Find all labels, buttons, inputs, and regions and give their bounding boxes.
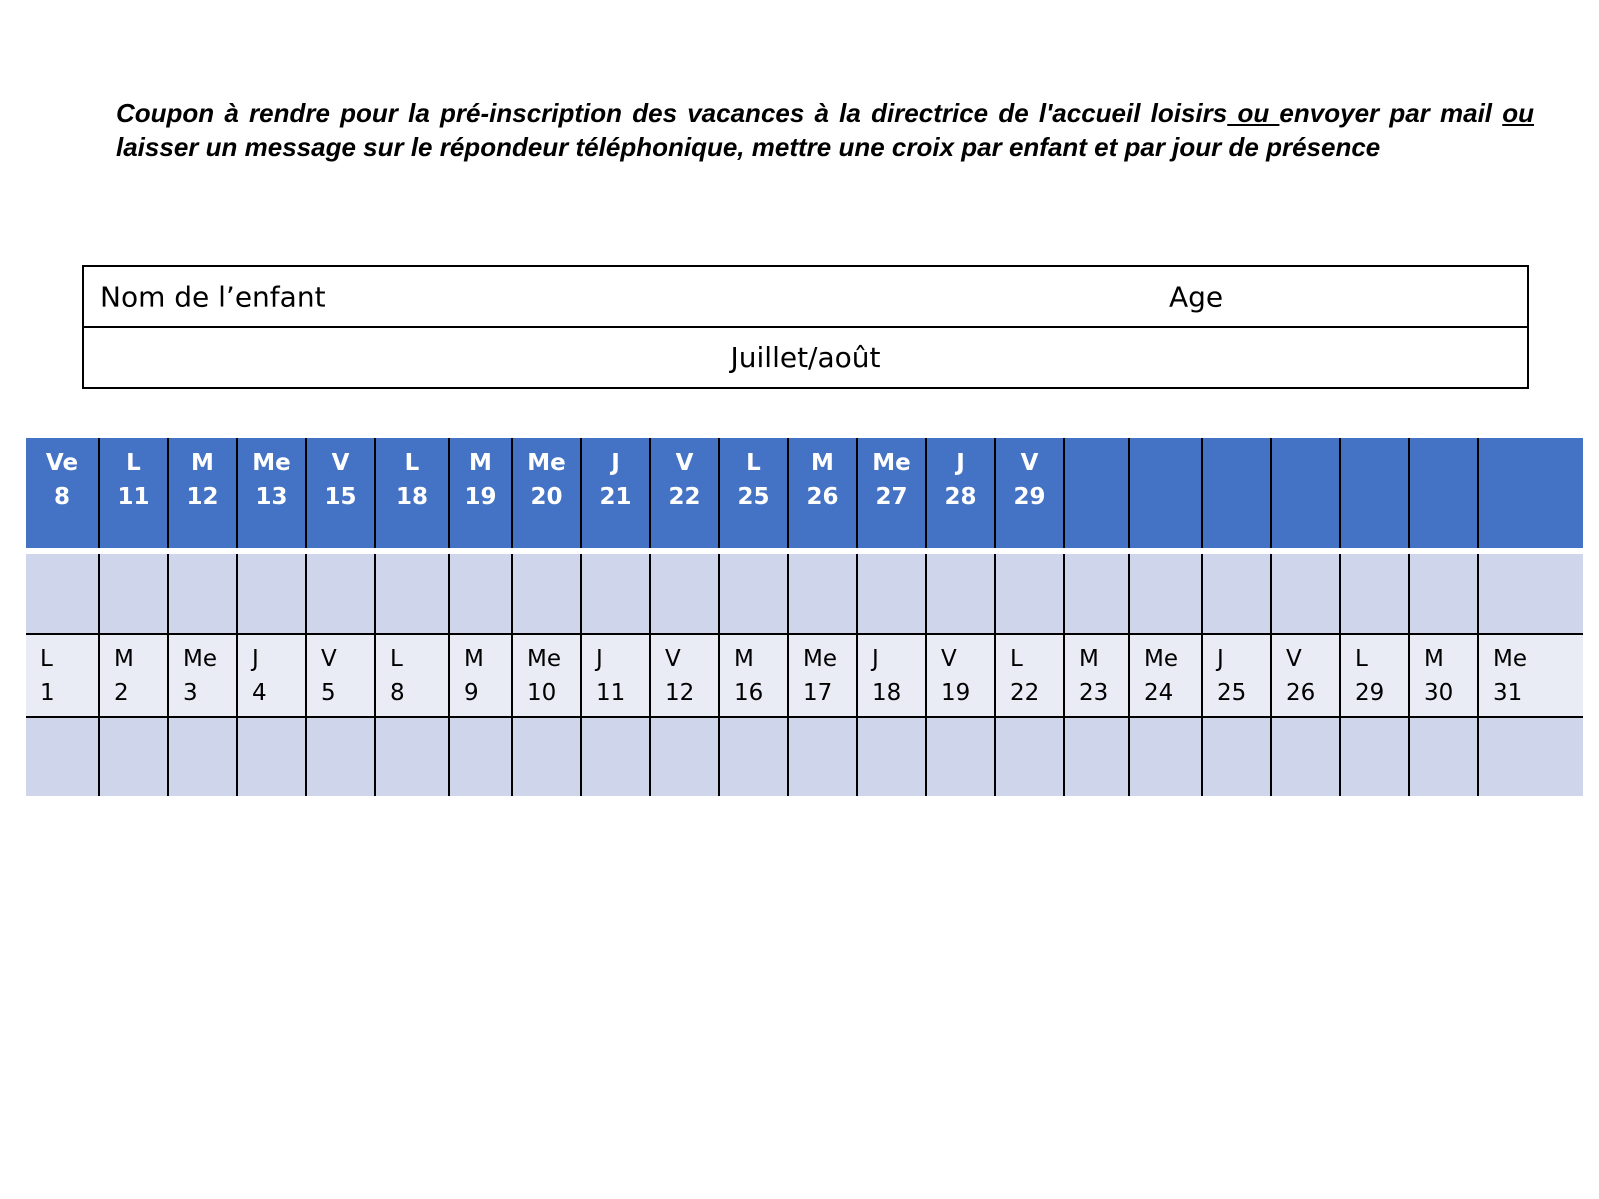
attendance-box-row2-cell[interactable] <box>925 718 994 796</box>
attendance-box-row2-cell[interactable] <box>718 718 787 796</box>
attendance-box-row1-cell[interactable] <box>1408 554 1477 633</box>
header-day-date-label: 25 <box>737 484 770 510</box>
attendance-box-row1-cell[interactable] <box>167 554 236 633</box>
header-day-cell <box>448 438 511 548</box>
child-name-age-cell[interactable] <box>83 266 1528 327</box>
second-day-day-label: J <box>1217 646 1224 672</box>
attendance-box-row1-cell[interactable] <box>98 554 167 633</box>
header-day-date-label: 21 <box>599 484 632 510</box>
second-day-cell <box>1408 635 1477 716</box>
second-day-day-label: L <box>1010 646 1023 672</box>
header-day-day-label: M <box>469 450 492 476</box>
instructions-part3: laisser un message sur le répondeur téléphonique, mettre une croix par enfant et par jour de présence <box>116 132 1381 162</box>
second-day-cell <box>925 635 994 716</box>
second-day-day-label: V <box>321 646 337 672</box>
second-day-date-label: 25 <box>1217 680 1247 706</box>
child-age-label: Age <box>1169 280 1224 313</box>
header-day-cell <box>649 438 718 548</box>
header-day-date-label: 18 <box>395 484 428 510</box>
second-day-date-label: 9 <box>464 680 479 706</box>
second-day-cell <box>787 635 856 716</box>
header-day-date-label: 19 <box>464 484 497 510</box>
header-day-day-label: Me <box>872 450 911 476</box>
header-day-date-label: 12 <box>186 484 219 510</box>
second-day-day-label: Me <box>1493 646 1527 672</box>
attendance-box-row2-cell[interactable] <box>856 718 925 796</box>
header-day-day-label: J <box>956 450 965 476</box>
attendance-box-row1-cell[interactable] <box>236 554 305 633</box>
attendance-box-row2-cell[interactable] <box>374 718 448 796</box>
attendance-box-row1-cell[interactable] <box>1063 554 1128 633</box>
header-day-cell <box>374 438 448 548</box>
attendance-box-row1-cell[interactable] <box>856 554 925 633</box>
second-day-cell <box>1128 635 1201 716</box>
attendance-box-row2-cell[interactable] <box>649 718 718 796</box>
second-day-cell <box>1477 635 1546 716</box>
second-day-date-label: 2 <box>114 680 129 706</box>
attendance-box-row1-cell[interactable] <box>925 554 994 633</box>
header-day-day-label: Me <box>252 450 291 476</box>
header-day-day-label: V <box>1020 450 1039 476</box>
header-day-day-label: J <box>611 450 620 476</box>
calendar-days-row-2 <box>26 635 1583 718</box>
instructions-part1: Coupon à rendre pour la pré-inscription des vacances à la directrice de l'accueil loisirs <box>116 98 1228 128</box>
second-day-date-label: 4 <box>252 680 267 706</box>
second-day-day-label: M <box>1079 646 1099 672</box>
second-day-day-label: M <box>734 646 754 672</box>
header-day-day-label: M <box>811 450 834 476</box>
header-day-cell <box>305 438 374 548</box>
header-day-cell <box>1128 438 1201 548</box>
second-day-cell <box>994 635 1063 716</box>
header-day-cell <box>236 438 305 548</box>
second-day-date-label: 16 <box>734 680 764 706</box>
attendance-box-row1-cell[interactable] <box>787 554 856 633</box>
second-day-date-label: 18 <box>872 680 902 706</box>
second-day-cell <box>448 635 511 716</box>
second-day-cell <box>305 635 374 716</box>
second-day-date-label: 24 <box>1144 680 1174 706</box>
attendance-box-row2-cell[interactable] <box>98 718 167 796</box>
second-day-cell <box>856 635 925 716</box>
header-day-date-label: 15 <box>324 484 357 510</box>
header-day-cell <box>856 438 925 548</box>
second-day-day-label: Me <box>183 646 217 672</box>
header-day-date-label: 26 <box>806 484 839 510</box>
second-day-cell <box>167 635 236 716</box>
header-day-day-label: L <box>404 450 420 476</box>
second-day-day-label: L <box>40 646 53 672</box>
header-day-cell <box>1201 438 1270 548</box>
header-day-cell <box>511 438 580 548</box>
second-day-date-label: 10 <box>527 680 557 706</box>
second-day-day-label: L <box>1355 646 1368 672</box>
period-label: Juillet/août <box>83 327 1528 388</box>
instructions-ou-1: ou <box>1227 98 1280 128</box>
header-day-date-label: 11 <box>117 484 150 510</box>
attendance-box-row2-cell[interactable] <box>787 718 856 796</box>
header-day-cell <box>1408 438 1477 548</box>
header-day-cell <box>994 438 1063 548</box>
attendance-box-row2-cell[interactable] <box>1408 718 1477 796</box>
attendance-box-row2-cell[interactable] <box>1339 718 1408 796</box>
second-day-cell <box>26 635 98 716</box>
second-day-date-label: 8 <box>390 680 405 706</box>
attendance-box-row2-cell[interactable] <box>580 718 649 796</box>
second-day-date-label: 3 <box>183 680 198 706</box>
attendance-box-row2-cell[interactable] <box>1477 718 1546 796</box>
second-day-date-label: 11 <box>596 680 626 706</box>
second-day-date-label: 31 <box>1493 680 1523 706</box>
second-day-date-label: 26 <box>1286 680 1316 706</box>
header-day-cell <box>787 438 856 548</box>
attendance-box-row2-cell[interactable] <box>994 718 1063 796</box>
attendance-box-row1-cell[interactable] <box>1477 554 1546 633</box>
attendance-box-row2-cell[interactable] <box>1270 718 1339 796</box>
attendance-box-row2-cell[interactable] <box>1128 718 1201 796</box>
second-day-cell <box>98 635 167 716</box>
header-day-cell <box>1339 438 1408 548</box>
child-name-label: Nom de l’enfant <box>100 280 326 313</box>
header-day-date-label: 27 <box>875 484 908 510</box>
attendance-box-row2-cell[interactable] <box>167 718 236 796</box>
second-day-date-label: 12 <box>665 680 695 706</box>
attendance-box-row2-cell[interactable] <box>1201 718 1270 796</box>
attendance-box-row1-cell[interactable] <box>448 554 511 633</box>
second-day-cell <box>580 635 649 716</box>
calendar-checkbox-row-2 <box>26 718 1583 796</box>
header-day-date-label: 28 <box>944 484 977 510</box>
attendance-box-row1-cell[interactable] <box>1128 554 1201 633</box>
attendance-box-row2-cell[interactable] <box>26 718 98 796</box>
header-day-day-label: L <box>746 450 761 476</box>
header-day-date-label: 29 <box>1013 484 1046 510</box>
second-day-day-label: V <box>941 646 957 672</box>
second-day-day-label: Me <box>803 646 837 672</box>
attendance-box-row2-cell[interactable] <box>236 718 305 796</box>
second-day-day-label: J <box>872 646 879 672</box>
second-day-date-label: 23 <box>1079 680 1109 706</box>
attendance-box-row1-cell[interactable] <box>649 554 718 633</box>
second-day-cell <box>1063 635 1128 716</box>
attendance-box-row1-cell[interactable] <box>994 554 1063 633</box>
attendance-box-row1-cell[interactable] <box>26 554 98 633</box>
header-day-day-label: V <box>675 450 694 476</box>
second-day-day-label: V <box>1286 646 1302 672</box>
instructions-ou-2: ou <box>1502 98 1534 128</box>
second-day-date-label: 1 <box>40 680 55 706</box>
attendance-box-row1-cell[interactable] <box>1201 554 1270 633</box>
second-day-day-label: M <box>1424 646 1444 672</box>
header-day-day-label: Me <box>527 450 566 476</box>
header-day-day-label: L <box>126 450 141 476</box>
header-day-date-label: 8 <box>53 484 70 510</box>
header-day-cell <box>98 438 167 548</box>
second-day-day-label: J <box>252 646 259 672</box>
calendar-checkbox-row-1 <box>26 554 1583 635</box>
second-day-date-label: 29 <box>1355 680 1385 706</box>
header-day-cell <box>580 438 649 548</box>
second-day-date-label: 17 <box>803 680 833 706</box>
second-day-cell <box>1201 635 1270 716</box>
second-day-day-label: Me <box>527 646 561 672</box>
second-day-day-label: V <box>665 646 681 672</box>
attendance-box-row1-cell[interactable] <box>511 554 580 633</box>
child-info-table <box>82 265 1529 389</box>
header-day-day-label: Ve <box>45 450 79 476</box>
second-day-date-label: 22 <box>1010 680 1040 706</box>
attendance-box-row2-cell[interactable] <box>448 718 511 796</box>
second-day-date-label: 5 <box>321 680 336 706</box>
second-day-day-label: M <box>114 646 134 672</box>
attendance-box-row1-cell[interactable] <box>1270 554 1339 633</box>
header-day-cell <box>167 438 236 548</box>
header-day-cell <box>718 438 787 548</box>
calendar-header-row <box>26 438 1583 548</box>
attendance-box-row1-cell[interactable] <box>1339 554 1408 633</box>
second-day-cell <box>718 635 787 716</box>
second-day-cell <box>374 635 448 716</box>
header-day-cell <box>1063 438 1128 548</box>
second-day-day-label: M <box>464 646 484 672</box>
second-day-cell <box>1339 635 1408 716</box>
header-day-date-label: 22 <box>668 484 701 510</box>
header-day-day-label: M <box>191 450 214 476</box>
attendance-box-row1-cell[interactable] <box>580 554 649 633</box>
second-day-day-label: Me <box>1144 646 1178 672</box>
header-day-day-label: V <box>331 450 350 476</box>
header-day-cell <box>26 438 98 548</box>
second-day-cell <box>236 635 305 716</box>
second-day-day-label: L <box>390 646 403 672</box>
second-day-cell <box>1270 635 1339 716</box>
header-day-cell <box>925 438 994 548</box>
header-day-cell <box>1270 438 1339 548</box>
attendance-box-row1-cell[interactable] <box>374 554 448 633</box>
attendance-box-row2-cell[interactable] <box>1063 718 1128 796</box>
instructions-text <box>116 96 1534 164</box>
header-day-cell <box>1477 438 1546 548</box>
header-day-date-label: 13 <box>255 484 288 510</box>
second-day-cell <box>649 635 718 716</box>
attendance-box-row1-cell[interactable] <box>718 554 787 633</box>
attendance-box-row2-cell[interactable] <box>305 718 374 796</box>
second-day-cell <box>511 635 580 716</box>
attendance-box-row2-cell[interactable] <box>511 718 580 796</box>
attendance-calendar <box>26 438 1583 796</box>
second-day-date-label: 19 <box>941 680 971 706</box>
instructions-part2: envoyer par mail <box>1279 98 1503 128</box>
second-day-day-label: J <box>596 646 603 672</box>
attendance-box-row1-cell[interactable] <box>305 554 374 633</box>
second-day-date-label: 30 <box>1424 680 1454 706</box>
header-day-date-label: 20 <box>530 484 563 510</box>
